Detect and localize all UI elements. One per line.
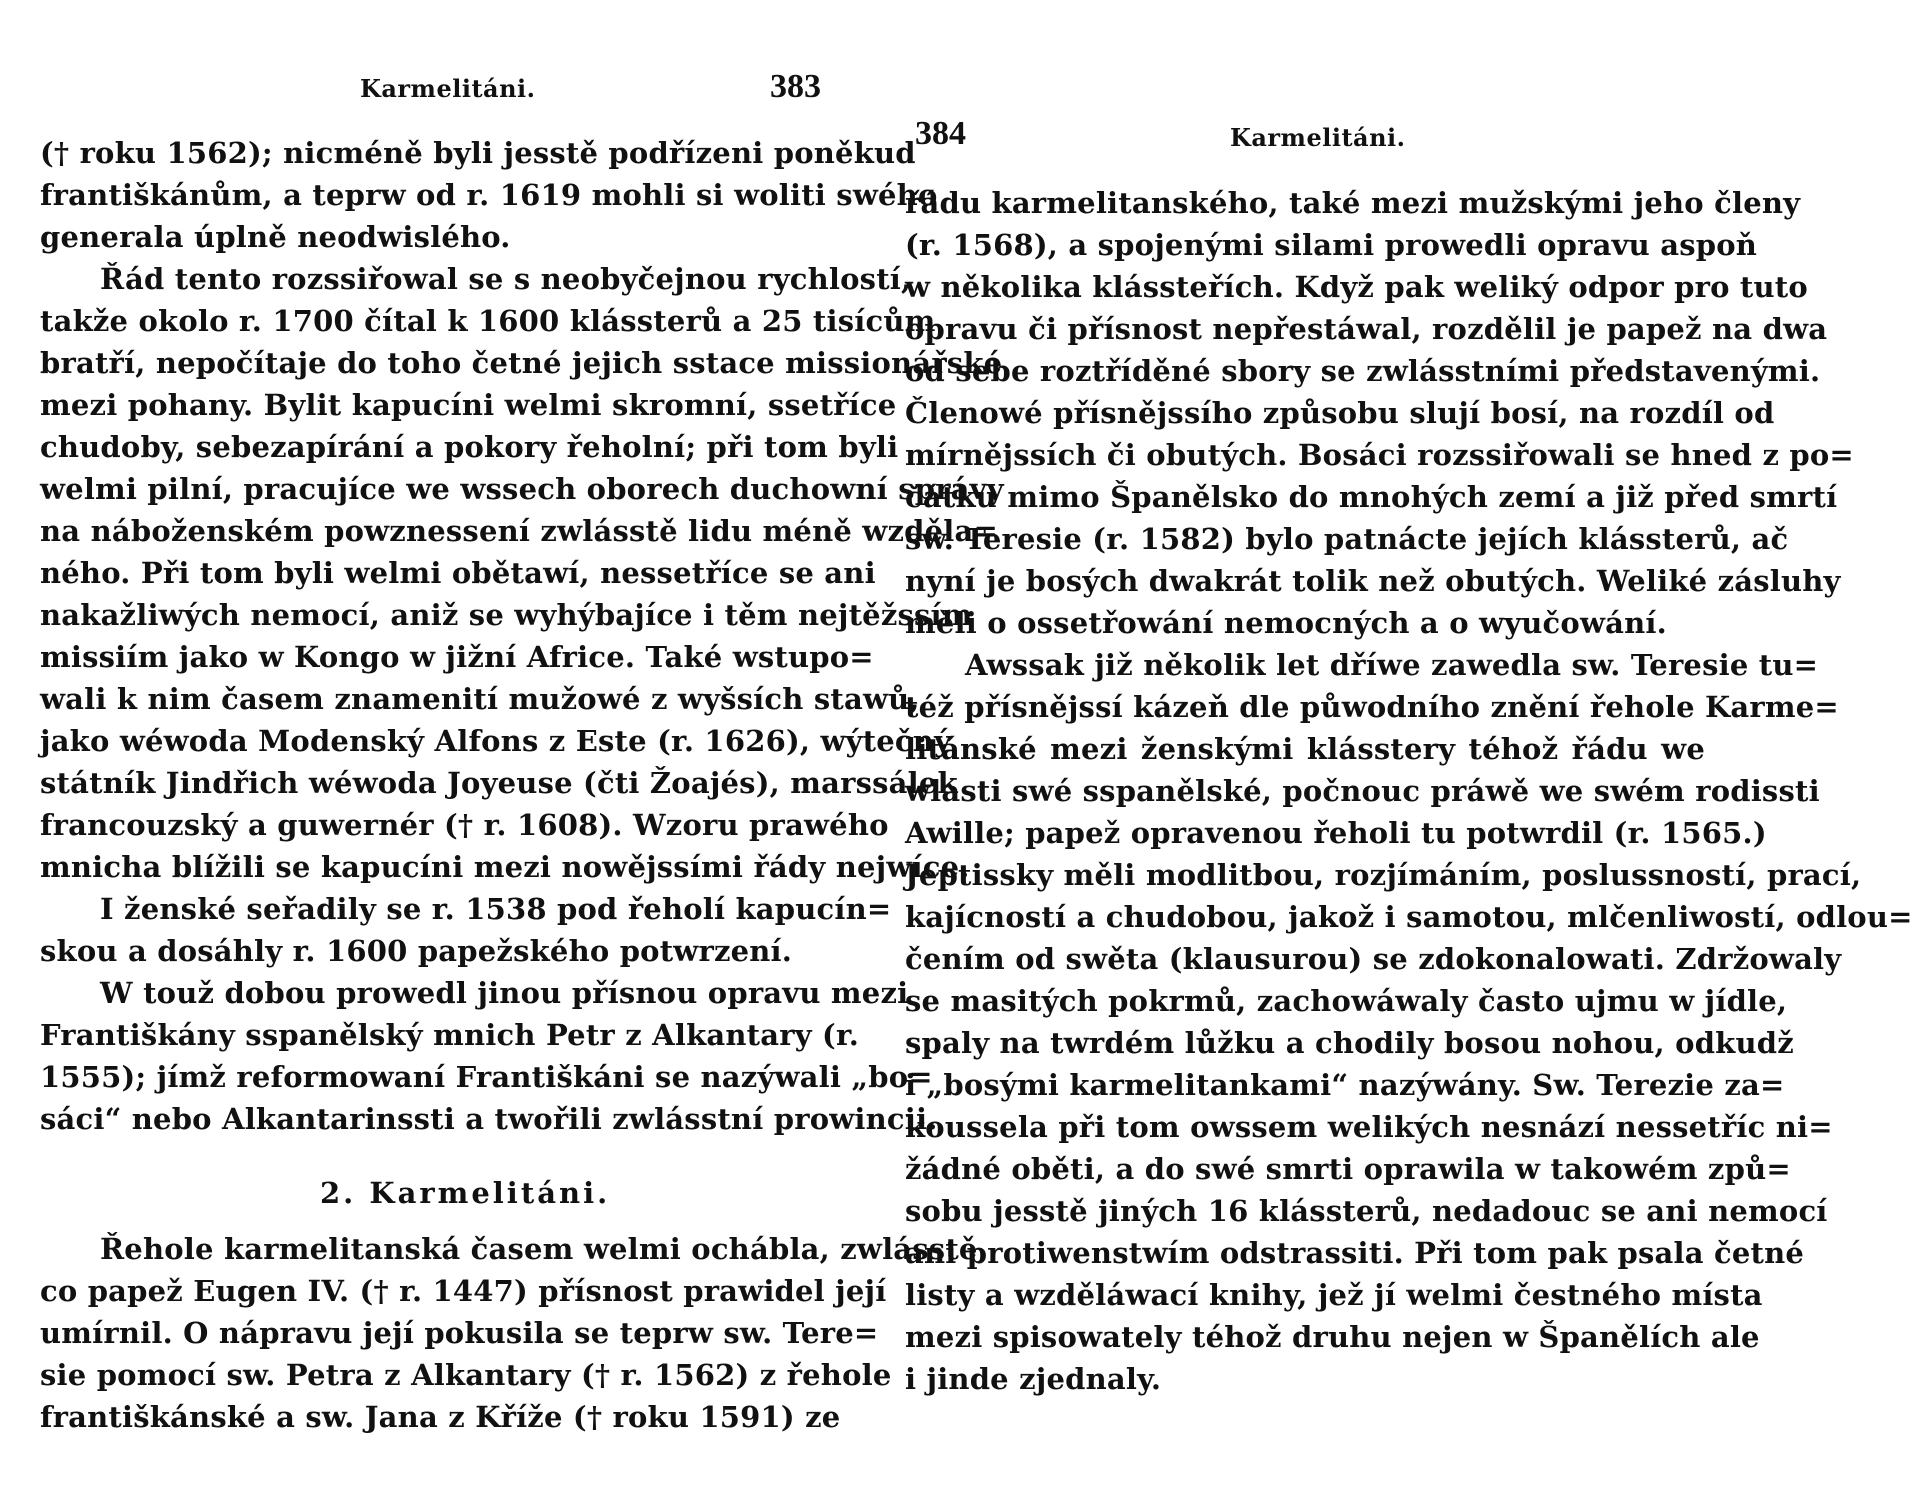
text-line: I ženské seřadily se r. 1538 pod řeholí kapucín=	[100, 892, 892, 926]
text-line: mezi pohany. Bylit kapucíni welmi skromní, ssetříce	[40, 388, 897, 422]
text-line: státník Jindřich wéwoda Joyeuse (čti Žoajés), marssálek	[40, 766, 958, 800]
text-line: od sebe roztříděné sbory se zwlásstními představenými.	[905, 354, 1821, 388]
text-line: co papež Eugen IV. († r. 1447) přísnost prawidel její	[40, 1274, 887, 1308]
right-page	[905, 0, 1913, 1500]
text-line: litánské mezi ženskými klásstery téhož řádu we	[905, 732, 1705, 766]
text-line: Řehole karmelitanská časem welmi ochábla, zwlásstě	[100, 1232, 978, 1266]
text-line: Awssak již několik let dříwe zawedla sw. Teresie tu=	[965, 648, 1819, 682]
text-line: Awille; papež opravenou řeholi tu potwrdil (r. 1565.)	[905, 816, 1767, 850]
text-line: wali k nim časem znamenití mužowé z wyšsích stawů,	[40, 682, 920, 716]
text-line: († roku 1562); nicméně byli jesstě podřízeni poněkud	[40, 136, 916, 170]
text-line: ného. Při tom byli welmi obětawí, nessetříce se ani	[40, 556, 876, 590]
right-text-block	[905, 182, 1913, 1400]
text-line: W touž dobou prowedl jinou přísnou opravu mezi	[100, 976, 909, 1010]
right-running-head	[905, 115, 1705, 155]
text-line: (r. 1568), a spojenými silami prowedli opravu aspoň	[905, 228, 1758, 262]
text-line: nakažliwých nemocí, aniž se wyhýbajíce i těm nejtěžssím	[40, 598, 973, 632]
text-line: wlasti swé sspanělské, počnouc práwě we swém rodissti	[905, 774, 1820, 808]
text-line: opravu či přísnost nepřestáwal, rozdělil je papež na dwa	[905, 312, 1828, 346]
text-line: měli o ossetřowání nemocných a o wyučowání.	[905, 606, 1667, 640]
right-running-head-title: Karmelitáni.	[1230, 123, 1406, 152]
text-line: bratří, nepočítaje do toho četné jejich sstace missionářské	[40, 346, 1003, 380]
text-line: františkánům, a teprw od r. 1619 mohli si woliti swého	[40, 178, 938, 212]
text-line: Františkány sspanělský mnich Petr z Alkantary (r.	[40, 1018, 860, 1052]
left-page-number: 383	[770, 68, 821, 105]
text-line: ani protiwenstwím odstrassiti. Při tom pak psala četné	[905, 1236, 1805, 1270]
text-line: generala úplně neodwislého.	[40, 220, 511, 254]
text-line: sobu jesstě jiných 16 klássterů, nedadouc se ani nemocí	[905, 1194, 1828, 1228]
text-line: francouzský a guwernér († r. 1608). Wzoru prawého	[40, 808, 889, 842]
text-line: františkánské a sw. Jana z Kříže († roku 1591) ze	[40, 1400, 841, 1434]
section-heading: 2. Karmelitáni.	[320, 1176, 611, 1210]
text-line: chudoby, sebezapírání a pokory řeholní; při tom byli	[40, 430, 899, 464]
text-line: umírnil. O nápravu její pokusila se teprw sw. Tere=	[40, 1316, 879, 1350]
text-line: skou a dosáhly r. 1600 papežského potwrzení.	[40, 934, 793, 968]
text-line: listy a wzděláwací knihy, jež jí welmi čestného místa	[905, 1278, 1763, 1312]
text-line: řádu karmelitanského, také mezi mužskými jeho členy	[905, 186, 1801, 220]
text-line: mírnějssích či obutých. Bosáci rozssiřowali se hned z po=	[905, 438, 1854, 472]
text-line: koussela při tom owssem welikých nesnází nessetříc ni=	[905, 1110, 1833, 1144]
text-line: čátku mimo Španělsko do mnohých zemí a již před smrtí	[905, 480, 1838, 514]
text-line: mezi spisowately téhož druhu nejen w Španělích ale	[905, 1320, 1760, 1354]
right-page-number: 384	[915, 115, 966, 152]
text-line: nyní je bosých dwakrát tolik než obutých. Weliké zásluhy	[905, 564, 1841, 598]
left-running-head	[40, 68, 840, 108]
text-line: sw. Teresie (r. 1582) bylo patnácte jejích klássterů, ač	[905, 522, 1789, 556]
text-line: mnicha blížili se kapucíni mezi nowějssími řády nejwíce.	[40, 850, 970, 884]
text-line: spaly na twrdém lůžku a chodily bosou nohou, odkudž	[905, 1026, 1794, 1060]
text-line: jako wéwoda Modenský Alfons z Este (r. 1626), wýtečný	[40, 724, 952, 758]
text-line: sáci“ nebo Alkantarinssti a twořili zwlásstní prowincii.	[40, 1102, 938, 1136]
text-line: w několika klássteřích. Když pak weliký odpor pro tuto	[905, 270, 1808, 304]
text-line: takže okolo r. 1700 čítal k 1600 klássterů a 25 tisícům	[40, 304, 936, 338]
text-line: čením od swěta (klausurou) se zdokonalowati. Zdržowaly	[905, 942, 1842, 976]
text-line: se masitých pokrmů, zachowáwaly často ujmu w jídle,	[905, 984, 1788, 1018]
text-line: missiím jako w Kongo w jižní Africe. Také wstupo=	[40, 640, 874, 674]
text-line: Jeptissky měli modlitbou, rozjímáním, poslussností, prací,	[905, 858, 1862, 892]
text-line: žádné oběti, a do swé smrti oprawila w takowém způ=	[905, 1152, 1791, 1186]
text-line: welmi pilní, pracujíce we wssech oborech duchowní správy	[40, 472, 1004, 506]
text-line: Řád tento rozssiřowal se s neobyčejnou rychlostí,	[100, 262, 912, 296]
left-running-head-title: Karmelitáni.	[360, 74, 536, 103]
text-line: Členowé přísnějssího způsobu slují bosí, na rozdíl od	[905, 396, 1775, 430]
text-line: sie pomocí sw. Petra z Alkantary († r. 1562) z řehole	[40, 1358, 892, 1392]
text-line: i jinde zjednaly.	[905, 1362, 1162, 1396]
text-line: též přísnějssí kázeň dle půwodního znění řehole Karme=	[905, 690, 1839, 724]
text-line: na náboženském powznessení zwlásstě lidu méně wzděla=	[40, 514, 998, 548]
text-line: kajícností a chudobou, jakož i samotou, mlčenliwostí, odlou=	[905, 900, 1913, 934]
text-line: 1555); jímž reformowaní Františkáni se nazýwali „bo=	[40, 1060, 933, 1094]
text-line: i „bosými karmelitankami“ nazýwány. Sw. Terezie za=	[905, 1068, 1785, 1102]
